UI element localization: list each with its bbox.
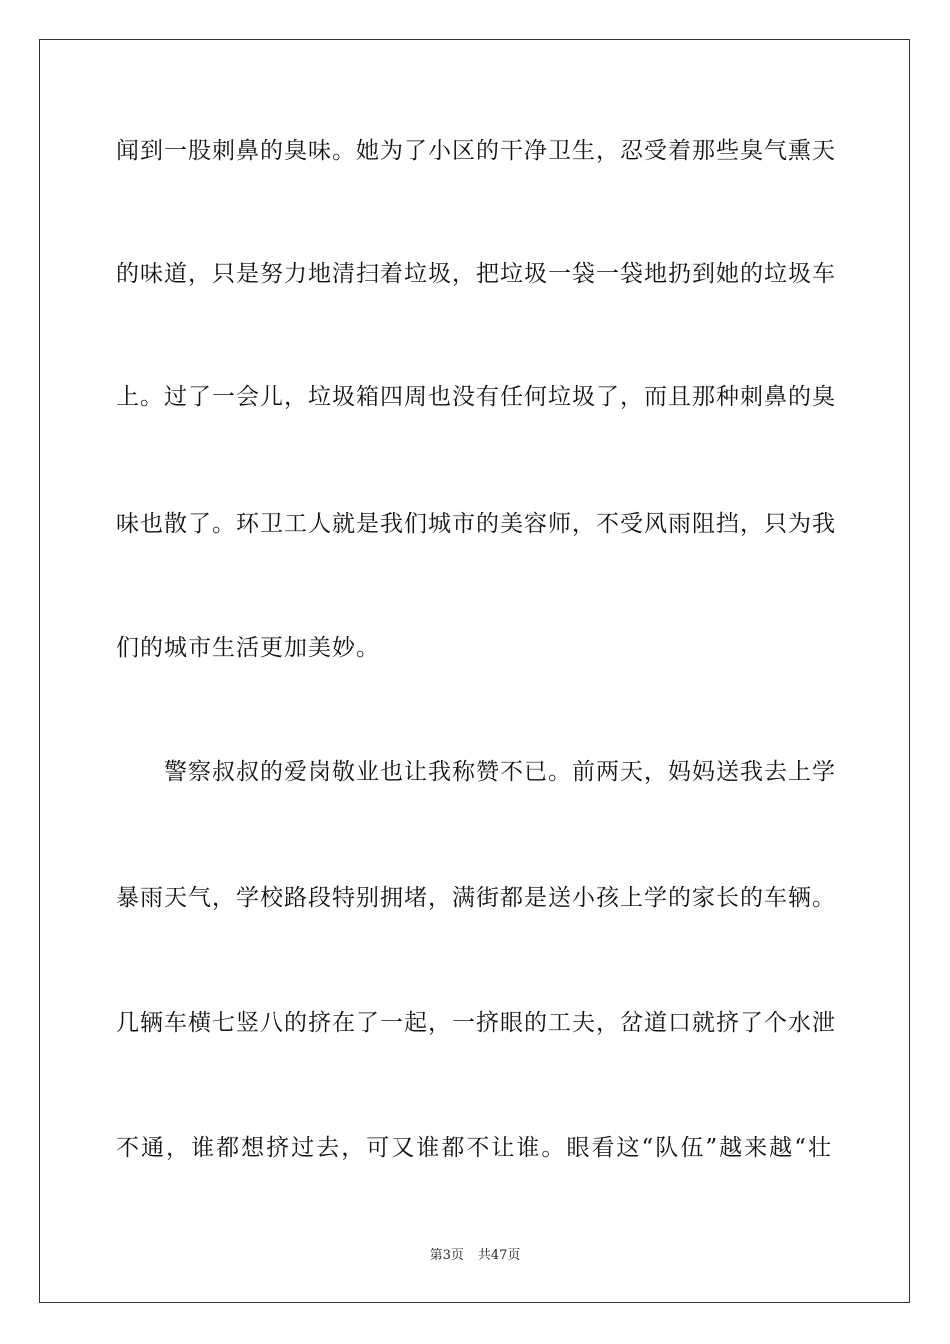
page-border bbox=[39, 39, 910, 1303]
body-text-line: 几辆车横七竖八的挤在了一起，一挤眼的工夫，岔道口就挤了个水泄 bbox=[116, 1010, 836, 1036]
body-text-line: 不通，谁都想挤过去，可又谁都不让谁。眼看这“队伍”越来越“壮 bbox=[116, 1135, 832, 1161]
paragraph-first-line: 警察叔叔的爱岗敬业也让我称赞不已。前两天，妈妈送我去上学 bbox=[164, 759, 836, 785]
body-text-line: 上。过了一会儿，垃圾箱四周也没有任何垃圾了，而且那种刺鼻的臭 bbox=[116, 384, 836, 410]
body-text-line: 闻到一股刺鼻的臭味。她为了小区的干净卫生，忍受着那些臭气熏天 bbox=[116, 138, 836, 164]
body-text-line: 暴雨天气，学校路段特别拥堵，满街都是送小孩上学的家长的车辆。 bbox=[116, 885, 836, 911]
total-pages: 共47页 bbox=[477, 1248, 521, 1263]
body-text-line: 的味道，只是努力地清扫着垃圾，把垃圾一袋一袋地扔到她的垃圾车 bbox=[116, 261, 836, 287]
body-text-line: 们的城市生活更加美妙。 bbox=[116, 635, 380, 661]
page-footer bbox=[0, 1247, 950, 1265]
body-text-line: 味也散了。环卫工人就是我们城市的美容师，不受风雨阻挡，只为我 bbox=[116, 511, 836, 537]
page-number: 第3页 bbox=[429, 1248, 464, 1263]
